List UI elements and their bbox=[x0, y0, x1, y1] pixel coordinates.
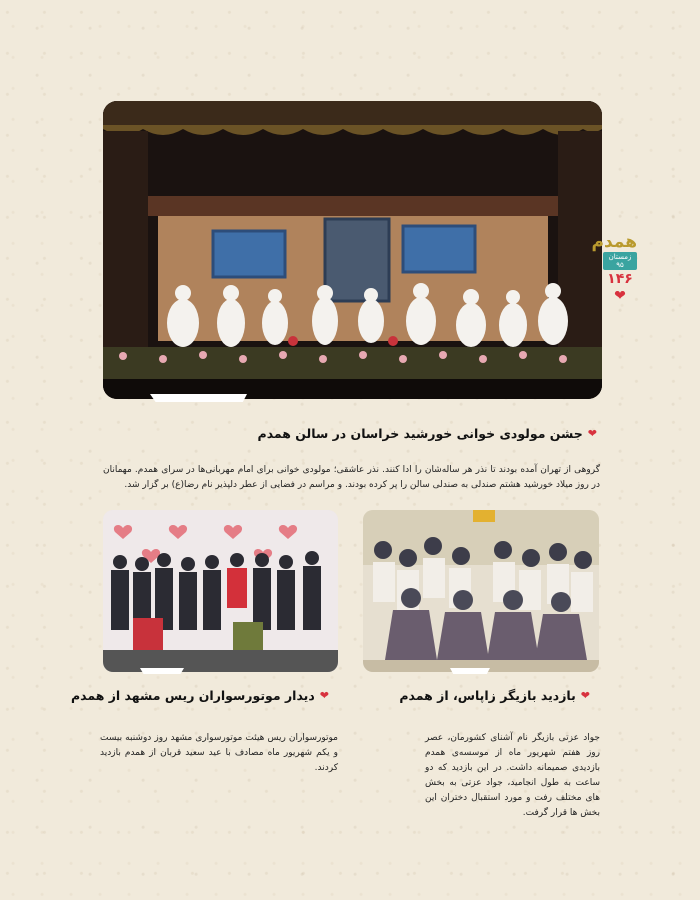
page-number: ۱۴۶ bbox=[607, 271, 633, 287]
moto-section-body: موتورسواران ریس هیئت موتورسواری مشهد روز دوشنبه بیست و یکم شهریور ماه مصادف با عید سعید قربان از همدم بازدید کردند. bbox=[100, 733, 338, 773]
magazine-logo bbox=[591, 232, 637, 312]
photo-caption-tab bbox=[140, 668, 184, 674]
issue-season-badge: زمستان ۹۵ bbox=[603, 252, 637, 270]
photo-caption-tab bbox=[195, 394, 247, 402]
heart-icon: ❤ bbox=[587, 427, 597, 440]
visit-section-heading bbox=[399, 688, 590, 703]
main-section-body: گروهی از تهران آمده بودند تا نذر هر ساله‌شان را ادا کنند. نذر عاشقی؛ مولودی خوانی برای امام مهربانی‌ها در سرای همدم. مهمانان در روز میلاد خورشید هشتم صندلی به صندلی سالن را پر کرده بودند. و مراسم در فضایی از عطر دلپذیر نام رضا(ع) بر گزار شد. bbox=[103, 465, 600, 490]
moto-section-title: دیدار موتورسواران ریس مشهد از همدم bbox=[70, 688, 315, 703]
moto-section-heading bbox=[71, 688, 329, 703]
photo-caption-tab bbox=[450, 668, 490, 674]
children-scene-illustration bbox=[363, 510, 599, 672]
heart-icon: ❤ bbox=[580, 689, 590, 702]
main-section-title: جشن مولودی خوانی خورشید خراسان در سالن همدم bbox=[257, 426, 583, 441]
brand-logo-text: همدم bbox=[591, 232, 637, 252]
visit-section-body: جواد عزتی بازیگر نام آشنای کشورمان، عصر روز هفتم شهریور ماه از موسسه‌ی همدم بازدیدی صمیمانه داشت. در این بازدید که دو ساعت به طول انجامید، جواد عزتی به بخش های مختلف رفت و مورد استقبال دختران این بخش ها قرار گرفت. bbox=[425, 733, 600, 818]
motorcyclists-scene-illustration bbox=[103, 510, 338, 672]
motorcyclists-group-photo bbox=[103, 510, 338, 672]
heart-icon: ❤ bbox=[319, 689, 329, 702]
main-section-heading bbox=[258, 426, 597, 441]
children-visit-photo bbox=[363, 510, 599, 672]
heart-icon: ❤ bbox=[614, 288, 626, 304]
stage-performers-photo bbox=[103, 101, 602, 399]
visit-section-title: بازدید بازیگر زاپاس، از همدم bbox=[399, 688, 576, 703]
stage-scene-illustration bbox=[103, 101, 602, 399]
